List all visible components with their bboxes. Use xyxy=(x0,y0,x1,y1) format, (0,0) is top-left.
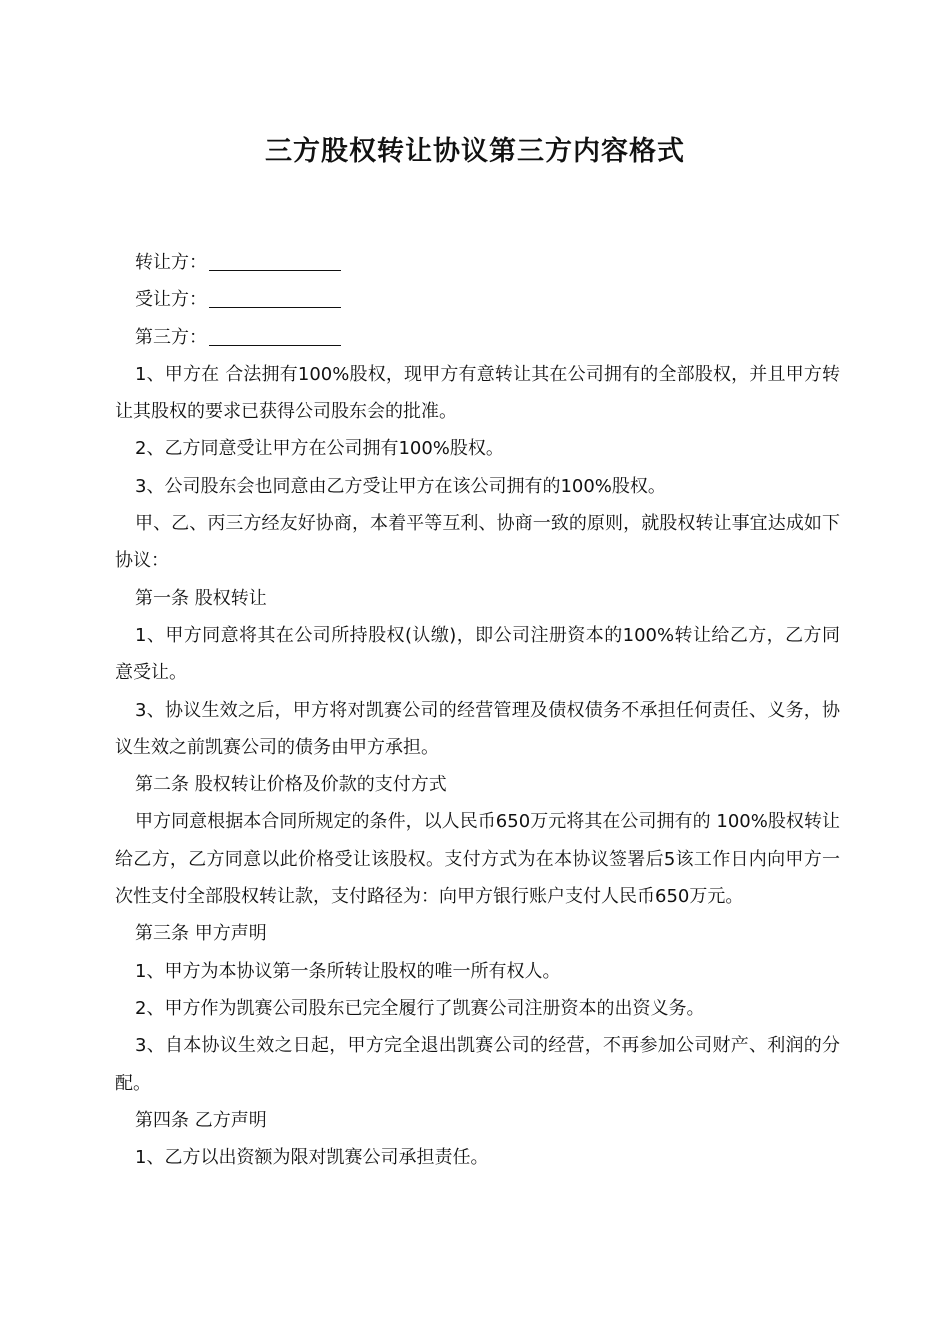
paragraph: 3、协议生效之后，甲方将对凯赛公司的经营管理及债权债务不承担任何责任、义务，协议生效之前凯赛公司的债务由甲方承担。 xyxy=(115,699,840,758)
paragraph: 1、甲方同意将其在公司所持股权(认缴)，即公司注册资本的100%转让给乙方，乙方同意受让。 xyxy=(115,624,840,684)
party-third xyxy=(115,319,840,356)
party-transferee xyxy=(115,281,840,318)
party-transferor xyxy=(115,244,840,281)
paragraph: 甲、乙、丙三方经友好协商，本着平等互利、协商一致的原则，就股权转让事宜达成如下协议： xyxy=(115,513,840,572)
paragraph: 1、乙方以出资额为限对凯赛公司承担责任。 xyxy=(135,1147,489,1169)
party-label: 第三方： xyxy=(135,326,207,348)
paragraph: 1、甲方在 合法拥有100%股权，现甲方有意转让其在公司拥有的全部股权，并且甲方转让其股权的要求已获得公司股东会的批准。 xyxy=(115,363,840,423)
paragraph: 甲方同意根据本合同所规定的条件，以人民币650万元将其在公司拥有的 100%股权转让给乙方，乙方同意以此价格受让该股权。支付方式为在本协议签署后5该工作日内向甲方一次性支付全部股权转让款，支付路径为：向甲方银行账户支付人民币650万元。 xyxy=(115,811,840,908)
article-heading: 第一条 股权转让 xyxy=(135,587,267,609)
document-body xyxy=(115,244,840,1176)
article-heading: 第二条 股权转让价格及价款的支付方式 xyxy=(135,774,447,796)
article-heading: 第三条 甲方声明 xyxy=(135,923,267,945)
article-heading: 第四条 乙方声明 xyxy=(135,1109,267,1131)
document-title: 三方股权转让协议第三方内容格式 xyxy=(265,136,685,167)
paragraph: 1、甲方为本协议第一条所转让股权的唯一所有权人。 xyxy=(135,960,561,982)
party-label: 受让方： xyxy=(135,289,207,311)
paragraph: 3、自本协议生效之日起，甲方完全退出凯赛公司的经营，不再参加公司财产、利润的分配。 xyxy=(115,1035,840,1094)
blank-line xyxy=(209,252,341,271)
paragraph: 3、公司股东会也同意由乙方受让甲方在该公司拥有的100%股权。 xyxy=(135,475,666,497)
party-label: 转让方： xyxy=(135,252,207,273)
blank-line xyxy=(209,327,341,346)
paragraph: 2、乙方同意受让甲方在公司拥有100%股权。 xyxy=(135,438,504,460)
paragraph: 2、甲方作为凯赛公司股东已完全履行了凯赛公司注册资本的出资义务。 xyxy=(135,997,705,1019)
blank-line xyxy=(209,289,341,308)
